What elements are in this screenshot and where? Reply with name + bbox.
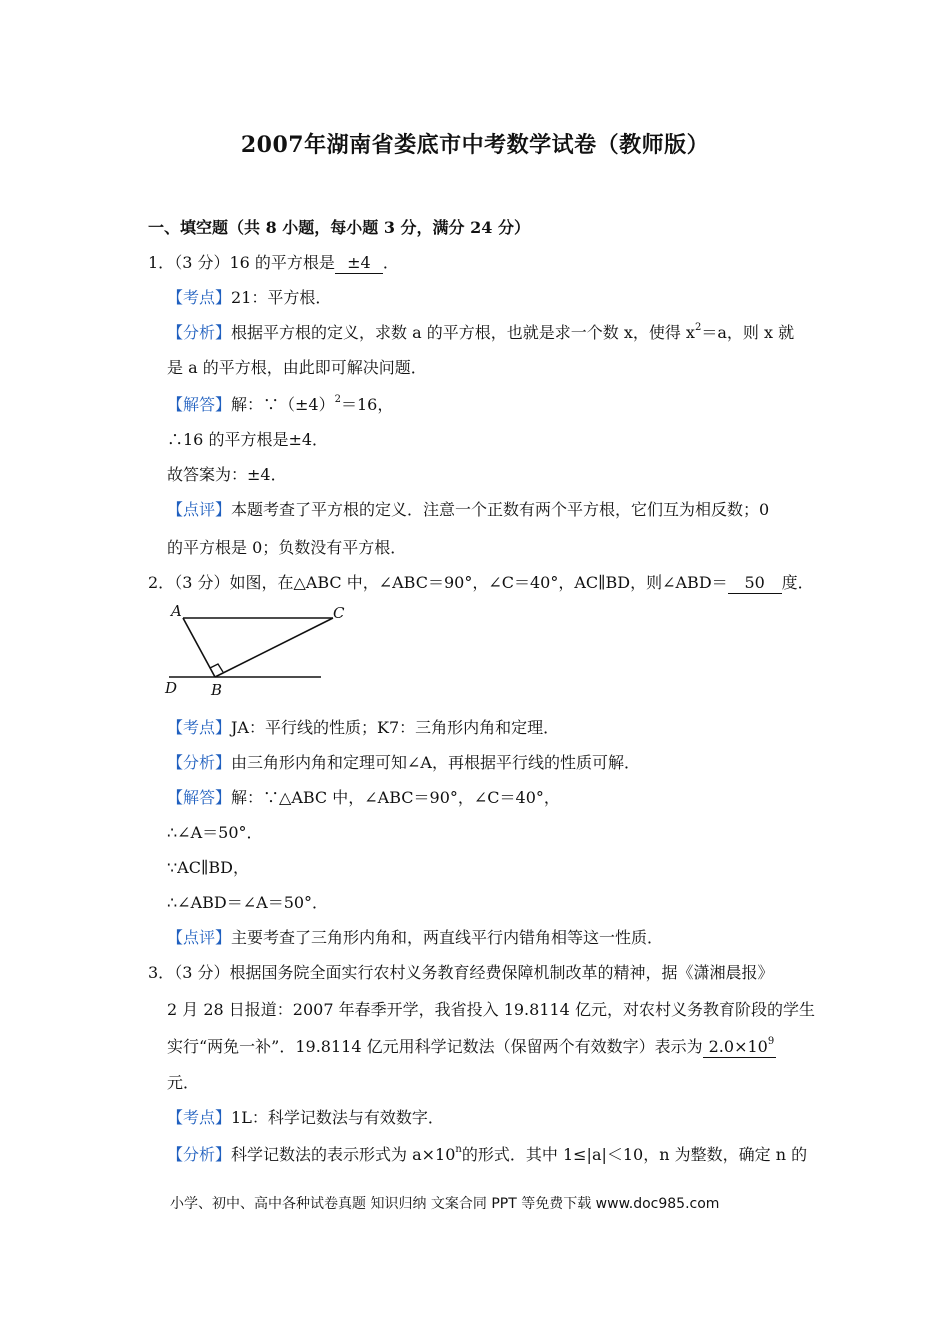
question-number: 3．: [148, 963, 175, 982]
dianping-row: [167, 500, 769, 520]
solution-line: ∴∠A＝50°．: [167, 823, 263, 842]
fenxi-tag: 【分析】: [167, 323, 232, 342]
segment-bc: [215, 618, 333, 677]
kaodian-tag: 【考点】: [167, 288, 232, 307]
label-d: D: [165, 679, 178, 697]
question-stem: （3 分）根据国务院全面实行农村义务教育经费保障机制改革的精神，据《潇湘晨报》: [174, 963, 774, 982]
superscript: n: [455, 1144, 462, 1155]
fenxi-text: 科学记数法的表示形式为 a×10: [231, 1145, 456, 1164]
question-stem-line: 元．: [167, 1073, 200, 1092]
question-stem-line: 2 月 28 日报道：2007 年春季开学，我省投入 19.8114 亿元，对农村义务教育阶段的学生: [167, 1000, 815, 1019]
fenxi-text: 由三角形内角和定理可知∠A，再根据平行线的性质可解．: [231, 753, 640, 772]
triangle-figure: [163, 600, 363, 700]
answer-blank: 50: [728, 573, 782, 594]
jieda-row: [167, 788, 560, 808]
dianping-text: 本题考查了平方根的定义．注意一个正数有两个平方根，它们互为相反数；0: [231, 500, 770, 519]
label-b: B: [211, 681, 223, 699]
fenxi-row: [167, 1145, 807, 1165]
question-stem-line: [167, 1037, 776, 1058]
fenxi-text-cont: 的形式．其中 1≤|a|＜10，n 为整数，确定 n 的: [461, 1145, 808, 1164]
dianping-tag: 【点评】: [167, 500, 232, 519]
question-number: 2．: [148, 573, 175, 592]
jieda-row: [167, 395, 393, 415]
jieda-tag: 【解答】: [167, 395, 232, 414]
fenxi-text-cont: ＝a，则 x 就: [701, 323, 795, 342]
fenxi-tag: 【分析】: [167, 1145, 232, 1164]
kaodian-tag: 【考点】: [167, 718, 232, 737]
solution-line: ∴16 的平方根是±4．: [167, 430, 329, 449]
section-heading: 一、填空题（共 8 小题，每小题 3 分，满分 24 分）: [148, 218, 530, 237]
fenxi-text: 根据平方根的定义，求数 a 的平方根，也就是求一个数 x，使得 x: [231, 323, 695, 342]
question-stem-end: ．: [382, 253, 399, 272]
page-title: 2007年湖南省娄底市中考数学试卷（教师版）: [240, 132, 710, 158]
fenxi-row: [167, 323, 794, 343]
dianping-text: 主要考查了三角形内角和，两直线平行内错角相等这一性质．: [231, 928, 664, 947]
kaodian-text: 1L：科学记数法与有效数字．: [231, 1108, 444, 1127]
answer-text: 2.0×10: [708, 1037, 768, 1056]
kaodian-tag: 【考点】: [167, 1108, 232, 1127]
jieda-tag: 【解答】: [167, 788, 232, 807]
solution-line: ∴∠ABD＝∠A＝50°．: [167, 893, 329, 912]
question-stem: （3 分）16 的平方根是: [174, 253, 335, 272]
fenxi-row: [167, 753, 640, 773]
kaodian-row: [167, 1108, 444, 1128]
superscript: 2: [694, 322, 702, 333]
kaodian-row: [167, 288, 331, 308]
fenxi-row-2: 是 a 的平方根，由此即可解决问题．: [167, 358, 427, 377]
question-1: [148, 253, 399, 274]
dianping-row: [167, 928, 663, 948]
solution-line: 故答案为：±4．: [167, 465, 287, 484]
footer-text: 小学、初中、高中各种试卷真题 知识归纳 文案合同 PPT 等免费下载 www.doc985.com: [170, 1196, 720, 1212]
question-stem-text: 实行“两免一补”．19.8114 亿元用科学记数法（保留两个有效数字）表示为: [167, 1037, 703, 1056]
label-c: C: [333, 604, 345, 622]
superscript: 9: [767, 1036, 775, 1047]
fenxi-tag: 【分析】: [167, 753, 232, 772]
question-3: [148, 963, 773, 983]
dianping-row-2: 的平方根是 0；负数没有平方根．: [167, 538, 407, 557]
question-2: [148, 573, 814, 594]
jieda-text: 解：∵△ABC 中，∠ABC＝90°，∠C＝40°，: [231, 788, 560, 807]
kaodian-text: 21：平方根．: [231, 288, 332, 307]
kaodian-row: [167, 718, 559, 738]
jieda-text: 解：∵（±4）: [231, 395, 335, 414]
question-number: 1．: [148, 253, 175, 272]
dianping-tag: 【点评】: [167, 928, 232, 947]
kaodian-text: JA：平行线的性质；K7：三角形内角和定理．: [231, 718, 560, 737]
solution-line: ∵AC∥BD，: [167, 858, 249, 877]
question-stem: （3 分）如图，在△ABC 中，∠ABC＝90°，∠C＝40°，AC∥BD，则∠ABD＝: [174, 573, 728, 592]
question-stem-end: 度．: [781, 573, 814, 592]
answer-blank: [703, 1037, 777, 1058]
answer-blank: ±4: [335, 253, 383, 274]
label-a: A: [171, 602, 182, 620]
superscript: 2: [334, 394, 341, 405]
jieda-text-cont: ＝16，: [340, 395, 394, 414]
